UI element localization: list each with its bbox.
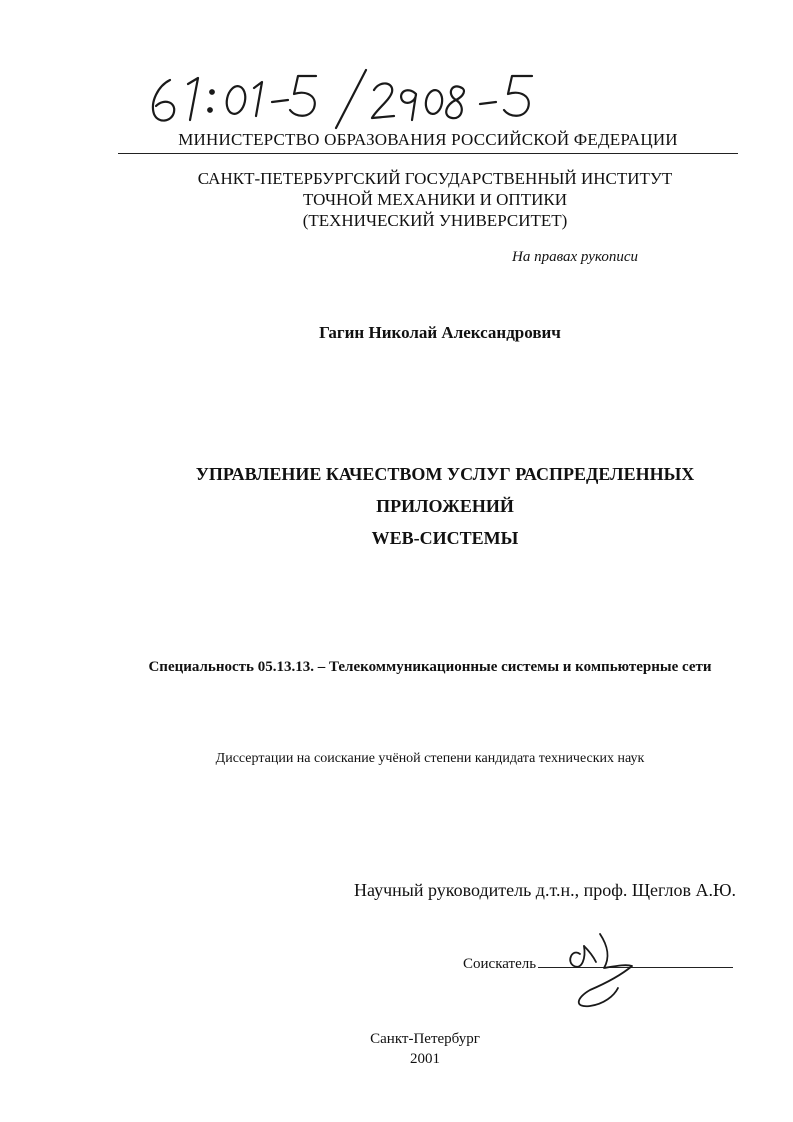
- handwritten-archive-code: [140, 62, 560, 134]
- manuscript-rights-note: На правах рукописи: [512, 249, 638, 265]
- author-name: Гагин Николай Александрович: [319, 323, 561, 342]
- institute-name-line-1: САНКТ-ПЕТЕРБУРГСКИЙ ГОСУДАРСТВЕННЫЙ ИНСТИТУТ: [197, 169, 673, 188]
- degree-statement: Диссертации на соискание учёной степени кандидата технических наук: [215, 751, 645, 766]
- institute-name-line-2: ТОЧНОЙ МЕХАНИКИ И ОПТИКИ: [303, 190, 567, 209]
- scientific-supervisor: Научный руководитель д.т.н., проф. Щеглов А.Ю.: [354, 880, 736, 900]
- year: 2001: [410, 1051, 440, 1067]
- handwritten-signature: [560, 928, 640, 1010]
- specialty-line: Специальность 05.13.13. – Телекоммуникационные системы и компьютерные сети: [148, 659, 712, 675]
- thesis-title-line-3: WEB-СИСТЕМЫ: [371, 528, 519, 548]
- ministry-heading: МИНИСТЕРСТВО ОБРАЗОВАНИЯ РОССИЙСКОЙ ФЕДЕРАЦИИ: [118, 130, 738, 154]
- thesis-title-line-2: ПРИЛОЖЕНИЙ: [376, 496, 514, 516]
- applicant-label: Соискатель: [463, 956, 537, 972]
- city: Санкт-Петербург: [370, 1031, 480, 1047]
- thesis-title-line-1: УПРАВЛЕНИЕ КАЧЕСТВОМ УСЛУГ РАСПРЕДЕЛЕННЫХ: [195, 464, 695, 484]
- institute-name-line-3: (ТЕХНИЧЕСКИЙ УНИВЕРСИТЕТ): [302, 211, 568, 230]
